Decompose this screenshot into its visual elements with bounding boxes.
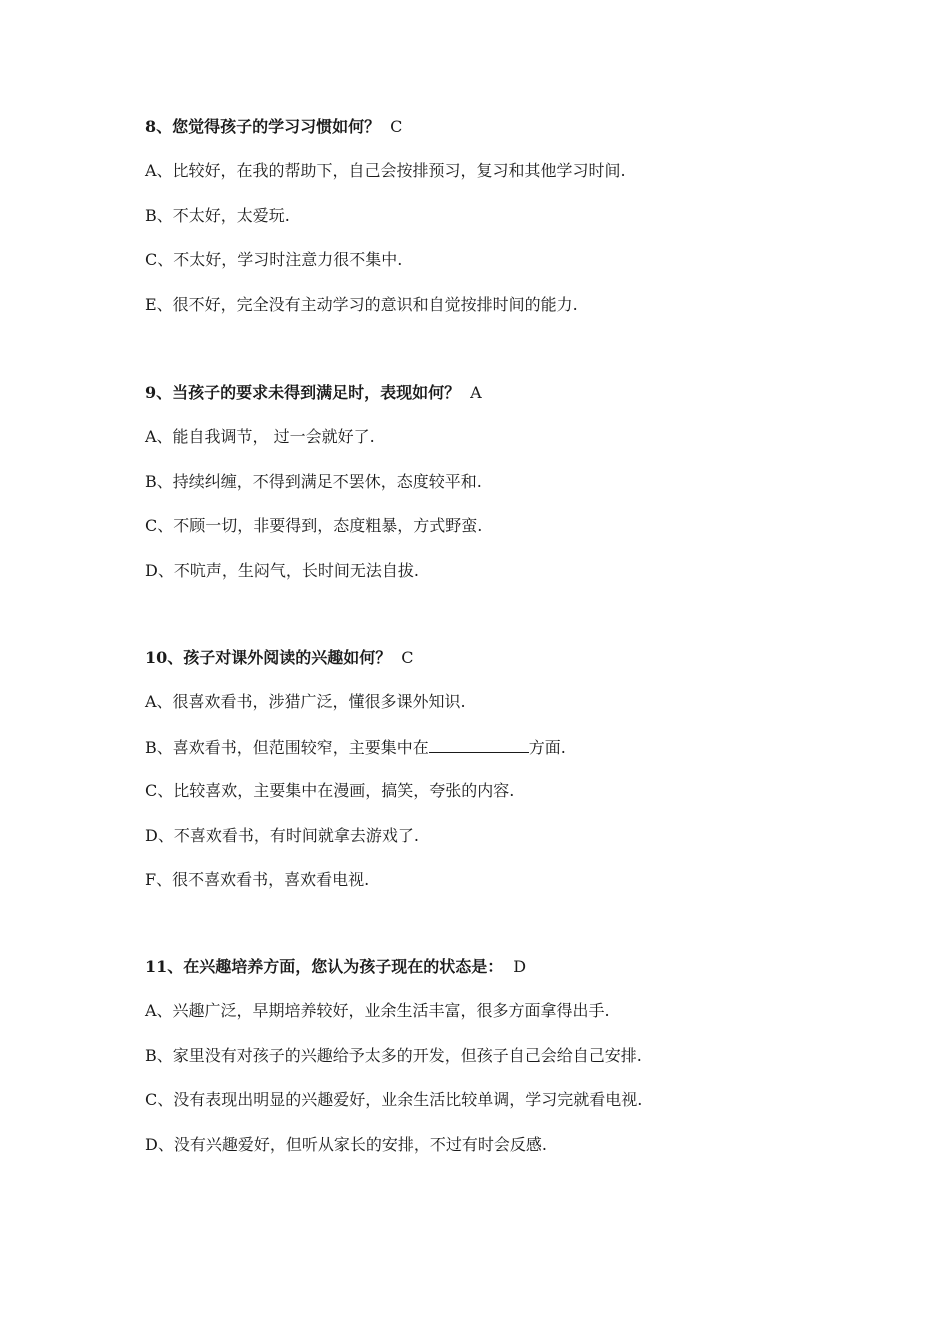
option-a: A、很喜欢看书，涉猎广泛，懂很多课外知识. [145, 692, 466, 711]
question-9 [145, 382, 905, 604]
option-d: D、不喜欢看书，有时间就拿去游戏了. [145, 825, 419, 845]
question-text: 8、您觉得孩子的学习习惯如何？ [145, 117, 381, 136]
question-title [145, 382, 905, 404]
option-b [145, 736, 905, 758]
option-b-suffix: 方面. [528, 737, 566, 757]
question-answer: A [470, 383, 482, 402]
option-c: C、没有表现出明显的兴趣爱好，业余生活比较单调，学习完就看电视. [145, 1090, 643, 1109]
option-a: A、兴趣广泛，早期培养较好，业余生活丰富，很多方面拿得出手. [145, 1001, 610, 1020]
option-f: F、很不喜欢看书，喜欢看电视. [145, 870, 370, 889]
question-answer: C [401, 648, 414, 667]
option-b: B、持续纠缠，不得到满足不罢休，态度较平和. [145, 471, 482, 491]
question-answer: C [390, 117, 403, 136]
option-e: E、很不好，完全没有主动学习的意识和自觉按排时间的能力. [145, 294, 578, 314]
question-title [145, 647, 905, 669]
question-8 [145, 116, 905, 338]
option-b: B、不太好，太爱玩. [145, 205, 290, 225]
question-answer: D [513, 957, 527, 976]
option-c: C、不顾一切，非要得到，态度粗暴，方式野蛮. [145, 516, 483, 535]
question-10 [145, 647, 905, 914]
option-b-text: B、喜欢看书，但范围较窄，主要集中在 [145, 737, 429, 757]
question-text: 10、孩子对课外阅读的兴趣如何？ [145, 648, 392, 667]
option-d: D、不吭声，生闷气，长时间无法自拔. [145, 560, 419, 580]
question-text: 9、当孩子的要求未得到满足时，表现如何？ [145, 383, 461, 402]
fill-in-blank [429, 736, 529, 753]
option-c: C、比较喜欢，主要集中在漫画，搞笑，夸张的内容. [145, 781, 515, 800]
question-title [145, 956, 905, 978]
question-text: 11、在兴趣培养方面，您认为孩子现在的状态是： [145, 957, 504, 976]
option-d: D、没有兴趣爱好，但听从家长的安排，不过有时会反感. [145, 1134, 547, 1154]
question-11 [145, 956, 905, 1178]
option-b: B、家里没有对孩子的兴趣给予太多的开发，但孩子自己会给自己安排. [145, 1045, 642, 1065]
option-a: A、能自我调节， 过一会就好了. [145, 427, 375, 446]
question-title [145, 116, 905, 138]
option-a: A、比较好，在我的帮助下，自己会按排预习，复习和其他学习时间. [145, 161, 626, 180]
option-c: C、不太好，学习时注意力很不集中. [145, 250, 403, 269]
